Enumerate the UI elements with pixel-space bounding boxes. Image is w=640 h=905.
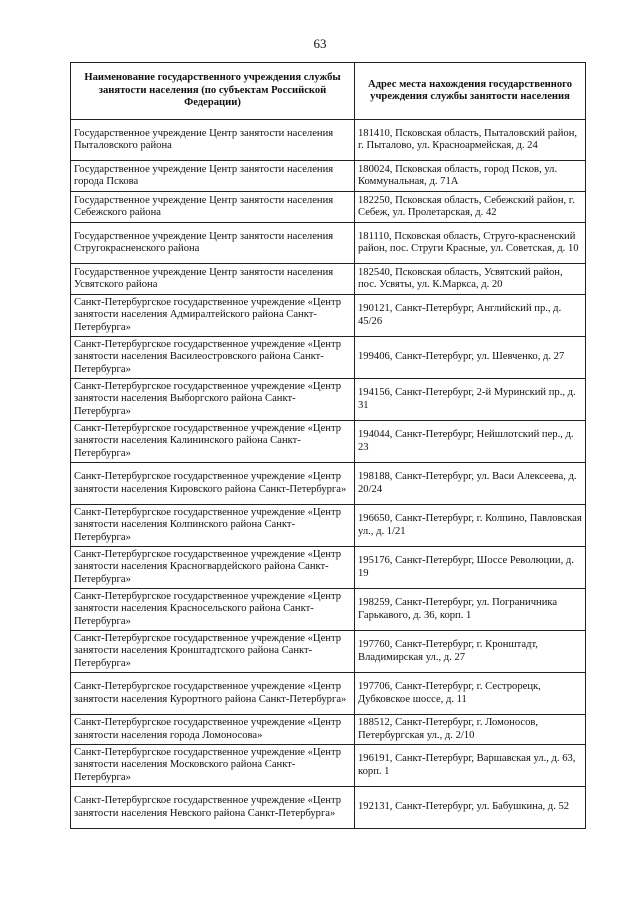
address-cell: 192131, Санкт-Петербург, ул. Бабушкина, д. 52 <box>355 787 586 829</box>
table-row <box>71 264 586 295</box>
employment-centers-table <box>70 62 586 829</box>
address-cell: 197760, Санкт-Петербург, г. Кронштадт, Владимирская ул., д. 27 <box>355 631 586 673</box>
address-cell: 197706, Санкт-Петербург, г. Сестрорецк, Дубковское шоссе, д. 11 <box>355 673 586 715</box>
address-cell: 188512, Санкт-Петербург, г. Ломоносов, Петербургская ул., д. 2/10 <box>355 715 586 745</box>
address-cell: 181410, Псковская область, Пыталовский район, г. Пыталово, ул. Красноармейская, д. 24 <box>355 120 586 161</box>
table-row <box>71 505 586 547</box>
institution-name-cell: Государственное учреждение Центр занятости населения Стругокрасненского района <box>71 223 355 264</box>
table-header-row <box>71 63 586 120</box>
address-cell: 198259, Санкт-Петербург, ул. Пограничника Гарькавого, д. 36, корп. 1 <box>355 589 586 631</box>
institution-name-cell: Санкт-Петербургское государственное учреждение «Центр занятости населения Василеостровского района Санкт-Петербурга» <box>71 337 355 379</box>
table-row <box>71 787 586 829</box>
address-cell: 194044, Санкт-Петербург, Нейшлотский пер., д. 23 <box>355 421 586 463</box>
table-row <box>71 745 586 787</box>
institution-name-cell: Санкт-Петербургское государственное учреждение «Центр занятости населения города Ломоносова» <box>71 715 355 745</box>
table-row <box>71 161 586 192</box>
table-row <box>71 421 586 463</box>
page-number: 63 <box>313 36 327 51</box>
institution-name-cell: Государственное учреждение Центр занятости населения Пыталовского района <box>71 120 355 161</box>
table-row <box>71 192 586 223</box>
table-row <box>71 589 586 631</box>
institution-name-cell: Санкт-Петербургское государственное учреждение «Центр занятости населения Кировского района Санкт-Петербурга» <box>71 463 355 505</box>
institution-name-cell: Санкт-Петербургское государственное учреждение «Центр занятости населения Курортного района Санкт-Петербурга» <box>71 673 355 715</box>
institution-name-cell: Санкт-Петербургское государственное учреждение «Центр занятости населения Кронштадтского района Санкт-Петербурга» <box>71 631 355 673</box>
header-address: Адрес места нахождения государственного учреждения службы занятости населения <box>355 63 586 120</box>
table-row <box>71 295 586 337</box>
institution-name-cell: Государственное учреждение Центр занятости населения города Пскова <box>71 161 355 192</box>
institution-name-cell: Государственное учреждение Центр занятости населения Усвятского района <box>71 264 355 295</box>
table-row <box>71 631 586 673</box>
address-cell: 180024, Псковская область, город Псков, ул. Коммунальная, д. 71А <box>355 161 586 192</box>
institution-name-cell: Санкт-Петербургское государственное учреждение «Центр занятости населения Московского района Санкт-Петербурга» <box>71 745 355 787</box>
institution-name-cell: Санкт-Петербургское государственное учреждение «Центр занятости населения Красногвардейского района Санкт-Петербурга» <box>71 547 355 589</box>
table-row <box>71 547 586 589</box>
address-cell: 181110, Псковская область, Струго-красненский район, пос. Струги Красные, ул. Советская, д. 10 <box>355 223 586 264</box>
address-cell: 194156, Санкт-Петербург, 2-й Муринский пр., д. 31 <box>355 379 586 421</box>
institution-name-cell: Санкт-Петербургское государственное учреждение «Центр занятости населения Колпинского района Санкт-Петербурга» <box>71 505 355 547</box>
table-row <box>71 379 586 421</box>
address-cell: 190121, Санкт-Петербург, Английский пр., д. 45/26 <box>355 295 586 337</box>
institution-name-cell: Санкт-Петербургское государственное учреждение «Центр занятости населения Адмиралтейского района Санкт-Петербурга» <box>71 295 355 337</box>
institution-name-cell: Санкт-Петербургское государственное учреждение «Центр занятости населения Выборгского района Санкт-Петербурга» <box>71 379 355 421</box>
address-cell: 196650, Санкт-Петербург, г. Колпино, Павловская ул., д. 1/21 <box>355 505 586 547</box>
address-cell: 196191, Санкт-Петербург, Варшавская ул., д. 63, корп. 1 <box>355 745 586 787</box>
institution-name-cell: Государственное учреждение Центр занятости населения Себежского района <box>71 192 355 223</box>
address-cell: 182250, Псковская область, Себежский район, г. Себеж, ул. Пролетарская, д. 42 <box>355 192 586 223</box>
institution-name-cell: Санкт-Петербургское государственное учреждение «Центр занятости населения Красносельского района Санкт-Петербурга» <box>71 589 355 631</box>
table-row <box>71 673 586 715</box>
institution-name-cell: Санкт-Петербургское государственное учреждение «Центр занятости населения Калининского района Санкт-Петербурга» <box>71 421 355 463</box>
header-institution-name: Наименование государственного учреждения службы занятости населения (по субъектам Российской Федерации) <box>71 63 355 120</box>
table-row <box>71 120 586 161</box>
institution-name-cell: Санкт-Петербургское государственное учреждение «Центр занятости населения Невского района Санкт-Петербурга» <box>71 787 355 829</box>
address-cell: 182540, Псковская область, Усвятский район, пос. Усвяты, ул. К.Маркса, д. 20 <box>355 264 586 295</box>
table-row <box>71 223 586 264</box>
address-cell: 198188, Санкт-Петербург, ул. Васи Алексеева, д. 20/24 <box>355 463 586 505</box>
address-cell: 195176, Санкт-Петербург, Шоссе Революции, д. 19 <box>355 547 586 589</box>
table-row <box>71 715 586 745</box>
table-row <box>71 463 586 505</box>
address-cell: 199406, Санкт-Петербург, ул. Шевченко, д. 27 <box>355 337 586 379</box>
table-row <box>71 337 586 379</box>
